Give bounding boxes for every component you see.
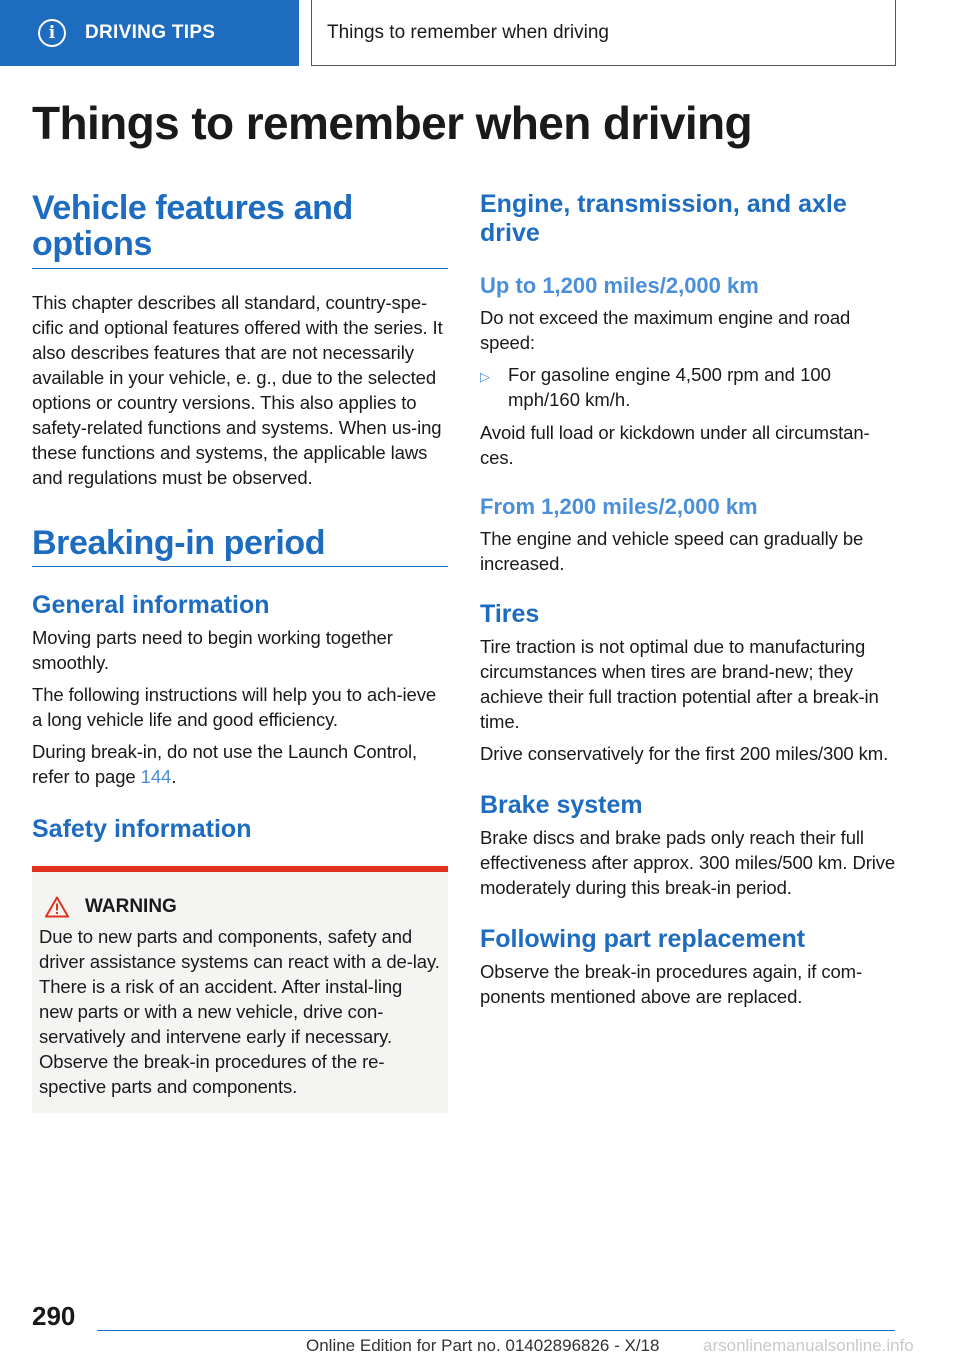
launch-control-period: . — [171, 766, 177, 787]
general-information-heading: General information — [32, 591, 270, 619]
vehicle-features-text: This chapter describes all standard, country-spe-cific and optional features offered with the series. It also describes features that are not necessarily available in your vehicle, e. g., due to the selected options or country versions. This also applies to safety-related functions and systems. When us-ing these functions and systems, the applicable laws and regulations must be observed. — [32, 292, 443, 488]
section-tab — [0, 0, 299, 66]
warning-box — [32, 866, 448, 1113]
footer-divider — [97, 1330, 895, 1331]
general-info-text-2: The following instructions will help you to ach-ieve a long vehicle life and good efficiency. — [32, 684, 437, 730]
up-to-text: Do not exceed the maximum engine and road speed: — [480, 307, 851, 353]
tires-text-1: Tire traction is not optimal due to manufacturing circumstances when tires are brand-new; they achieve their full traction potential after a break-in time. — [480, 636, 879, 732]
list-item-text: For gasoline engine 4,500 rpm and 100 mph/160 km/h. — [508, 364, 831, 410]
section-label: DRIVING TIPS — [85, 22, 216, 43]
following-replacement-heading: Following part replacement — [480, 925, 806, 953]
tires-text-2: Drive conservatively for the first 200 miles/300 km. — [480, 743, 889, 764]
up-to-heading: Up to 1,200 miles/2,000 km — [480, 273, 759, 298]
vehicle-features-heading: Vehicle features and options — [32, 190, 448, 269]
warning-label: WARNING — [85, 896, 177, 917]
breadcrumb-label: Things to remember when driving — [327, 21, 609, 43]
page-title: Things to remember when driving — [32, 97, 753, 149]
bullet-triangle-icon: ▷ — [480, 369, 490, 384]
page-link[interactable]: 144 — [140, 766, 172, 787]
following-replacement-text: Observe the break-in procedures again, if com-ponents mentioned above are replaced. — [480, 961, 863, 1007]
left-column — [32, 190, 448, 1113]
brake-system-heading: Brake system — [480, 791, 643, 819]
breadcrumb — [311, 0, 896, 66]
from-heading: From 1,200 miles/2,000 km — [480, 494, 758, 519]
general-info-text-1: Moving parts need to begin working together smoothly. — [32, 627, 393, 673]
page-number: 290 — [32, 1301, 76, 1331]
warning-triangle-icon — [45, 896, 69, 918]
brake-system-text: Brake discs and brake pads only reach their full effectiveness after approx. 300 miles/500 km. Drive moderately during this break-in period. — [480, 827, 896, 898]
engine-heading: Engine, transmission, and axle drive — [480, 190, 847, 247]
warning-text: Due to new parts and components, safety and driver assistance systems can react with a de-lay. There is a risk of an accident. After instal-ling new parts or with a new vehicle, drive con-servatively and intervene early if necessary. Observe the break-in procedures of the re-spective parts and components. — [39, 926, 440, 1097]
warning-header — [39, 896, 440, 918]
info-icon: i — [38, 19, 66, 47]
edition-text: Online Edition for Part no. 01402896826 - X/18 — [306, 1336, 660, 1355]
general-info-text-3 — [32, 739, 448, 789]
breaking-in-heading: Breaking-in period — [32, 525, 448, 567]
list-item — [480, 362, 900, 412]
launch-control-text: During break-in, do not use the Launch Control, refer to page — [32, 741, 418, 787]
safety-information-heading: Safety information — [32, 815, 252, 843]
watermark: arsonlinemanualsonline.info — [703, 1336, 914, 1355]
kickdown-text: Avoid full load or kickdown under all circumstan-ces. — [480, 422, 870, 468]
from-text: The engine and vehicle speed can gradually be increased. — [480, 528, 864, 574]
tires-heading: Tires — [480, 600, 540, 628]
right-column — [480, 190, 900, 1009]
